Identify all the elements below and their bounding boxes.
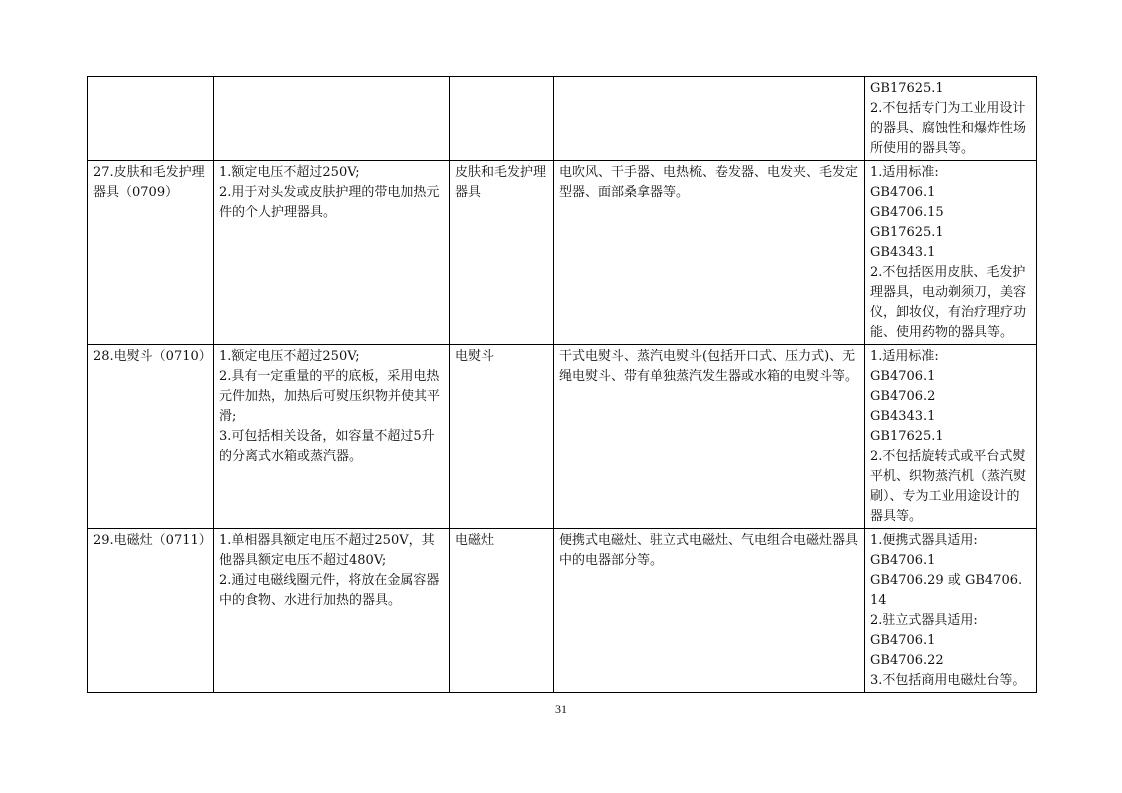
conditions-cell: 1.单相器具额定电压不超过250V，其他器具额定电压不超过480V; 2.通过电磁线圈元件，将放在金属容器中的食物、水进行加热的器具。 (214, 529, 450, 693)
table-row (88, 161, 1037, 345)
table-row (88, 529, 1037, 693)
product-catalogue-table (87, 76, 1037, 693)
product-name-cell: 27.皮肤和毛发护理器具（0709） (88, 161, 214, 345)
notes-cell: 1.适用标准: GB4706.1 GB4706.15 GB17625.1 GB4343.1 2.不包括医用皮肤、毛发护理器具，电动剃须刀，美容仪，卸妆仪，有治疗理疗功能、使用药物的器具等。 (865, 161, 1037, 345)
examples-cell: 干式电熨斗、蒸汽电熨斗(包括开口式、压力式)、无绳电熨斗、带有单独蒸汽发生器或水箱的电熨斗等。 (554, 345, 865, 529)
notes-cell: 1.适用标准: GB4706.1 GB4706.2 GB4343.1 GB17625.1 2.不包括旋转式或平台式熨平机、织物蒸汽机（蒸汽熨刷）、专为工业用途设计的器具等。 (865, 345, 1037, 529)
product-name-cell (88, 77, 214, 161)
product-name-cell: 29.电磁灶（0711） (88, 529, 214, 693)
conditions-cell: 1.额定电压不超过250V; 2.用于对头发或皮肤护理的带电加热元件的个人护理器具。 (214, 161, 450, 345)
category-cell: 皮肤和毛发护理器具 (450, 161, 554, 345)
page-number: 31 (555, 702, 567, 716)
notes-cell: GB17625.1 2.不包括专门为工业用设计的器具、腐蚀性和爆炸性场所使用的器具等。 (865, 77, 1037, 161)
table-row (88, 345, 1037, 529)
product-name-cell: 28.电熨斗（0710） (88, 345, 214, 529)
examples-cell: 便携式电磁灶、驻立式电磁灶、气电组合电磁灶器具中的电器部分等。 (554, 529, 865, 693)
category-cell (450, 77, 554, 161)
examples-cell (554, 77, 865, 161)
category-cell: 电磁灶 (450, 529, 554, 693)
examples-cell: 电吹风、干手器、电热梳、卷发器、电发夹、毛发定型器、面部桑拿器等。 (554, 161, 865, 345)
category-cell: 电熨斗 (450, 345, 554, 529)
conditions-cell: 1.额定电压不超过250V; 2.具有一定重量的平的底板，采用电热元件加热，加热后可熨压织物并使其平滑; 3.可包括相关设备，如容量不超过5升的分离式水箱或蒸汽器。 (214, 345, 450, 529)
conditions-cell (214, 77, 450, 161)
table-row (88, 77, 1037, 161)
notes-cell: 1.便携式器具适用: GB4706.1 GB4706.29 或 GB4706.14 2.驻立式器具适用: GB4706.1 GB4706.22 3.不包括商用电磁灶台等。 (865, 529, 1037, 693)
